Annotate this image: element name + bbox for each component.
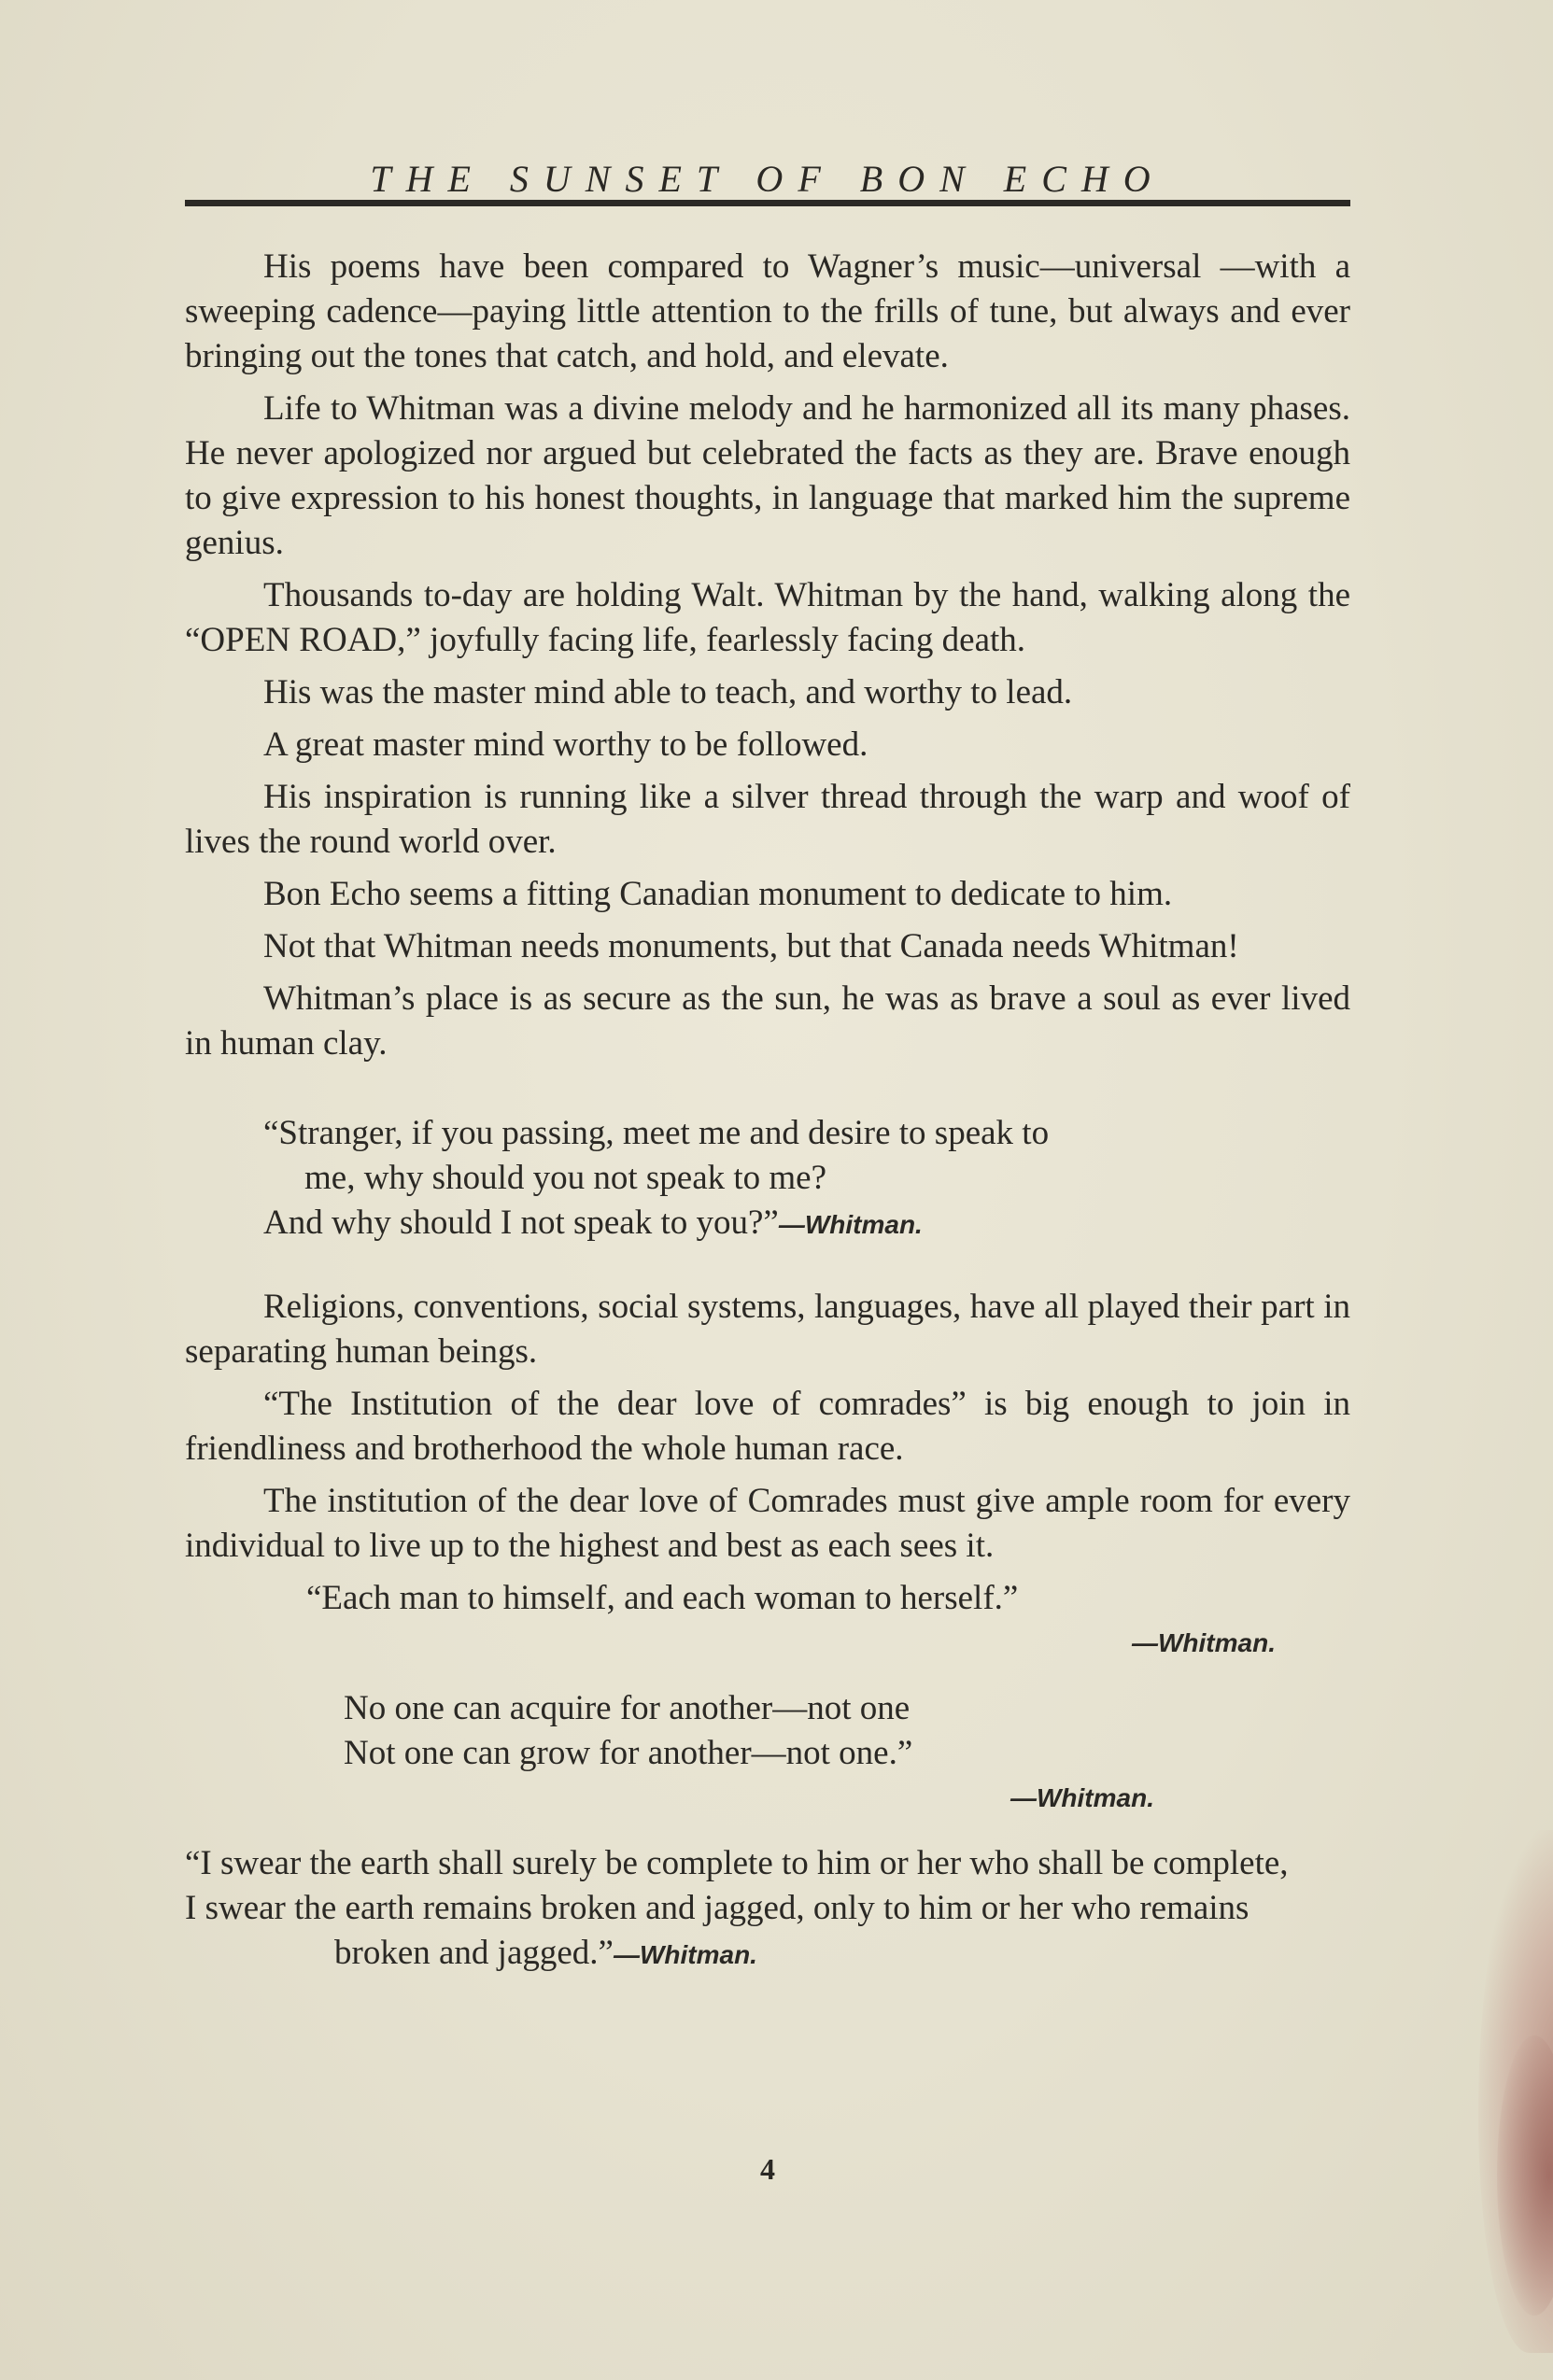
quote-line: “Stranger, if you passing, meet me and desire to speak to: [263, 1114, 1050, 1152]
quote-attribution: —Whitman.: [1010, 1783, 1154, 1812]
whitman-quote-stranger: [185, 1111, 1350, 1247]
paragraph: His poems have been compared to Wagner’s music—universal —with a sweeping cadence—paying little attention to the frills of tune, but always and ever bringing out the tones that catch, and hold, and elevate.: [185, 247, 1350, 375]
paragraph: A great master mind worthy to be followed.: [263, 725, 868, 764]
page-number: 4: [760, 2152, 775, 2186]
whitman-quote-i-swear-2: [185, 1886, 1350, 1978]
quote-line: And why should I not speak to you?”: [263, 1204, 779, 1242]
spacer: [185, 1074, 1350, 1111]
quote-line: Not one can grow for another—not one.”: [344, 1734, 913, 1772]
paragraph: The institution of the dear love of Comrades must give ample room for every individual to live up to the highest and best as each sees it.: [185, 1482, 1350, 1565]
paragraph: Religions, conventions, social systems, languages, have all played their part in separating human beings.: [185, 1288, 1350, 1371]
paragraph: “The Institution of the dear love of comrades” is big enough to join in friendliness and brotherhood the whole human race.: [185, 1385, 1350, 1468]
whitman-quote-each-man: “Each man to himself, and each woman to herself.”: [306, 1579, 1019, 1617]
quote-line: me, why should you not speak to me?: [304, 1159, 827, 1197]
quote-line: No one can acquire for another—not one: [344, 1689, 911, 1727]
spacer: [185, 1247, 1350, 1285]
quote-attribution: —Whitman.: [1132, 1628, 1276, 1657]
paragraph: Thousands to-day are holding Walt. Whitman by the hand, walking along the “OPEN ROAD,” joyfully facing life, fearlessly facing death.: [185, 576, 1350, 659]
quote-attribution: —Whitman.: [778, 1210, 923, 1239]
paragraph: Bon Echo seems a fitting Canadian monument to dedicate to him.: [263, 875, 1173, 913]
whitman-quote-i-swear: “I swear the earth shall surely be complete to him or her who shall be complete,: [185, 1844, 1289, 1882]
quote-attribution: —Whitman.: [613, 1940, 757, 1969]
paragraph: Whitman’s place is as secure as the sun, he was as brave a soul as ever lived in human clay.: [185, 979, 1350, 1063]
paragraph: His was the master mind able to teach, and worthy to lead.: [263, 673, 1073, 711]
page-body: [185, 245, 1350, 1978]
paragraph: His inspiration is running like a silver thread through the warp and woof of lives the round world over.: [185, 778, 1350, 861]
paragraph: Life to Whitman was a divine melody and he harmonized all its many phases. He never apologized nor argued but celebrated the facts as they are. Brave enough to give expression to his honest thoughts, in language that marked him the supreme genius.: [185, 389, 1350, 562]
header-rule: [185, 200, 1350, 206]
paragraph: Not that Whitman needs monuments, but that Canada needs Whitman!: [263, 927, 1239, 965]
quote-line: I swear the earth remains broken and jagged, only to him or her who remains broken and jagged.”: [185, 1889, 1249, 1972]
running-header: THE SUNSET OF BON ECHO: [370, 158, 1165, 200]
